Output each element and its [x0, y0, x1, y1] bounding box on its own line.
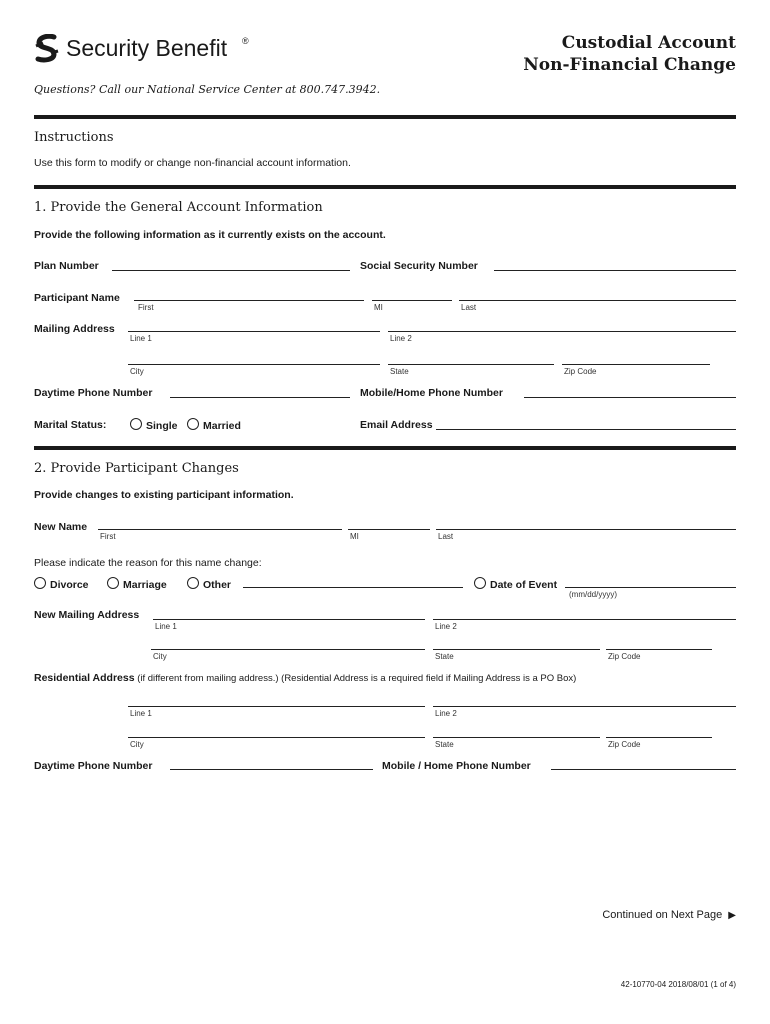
line2-caption: Line 2 — [390, 334, 412, 343]
state-caption: State — [435, 652, 454, 661]
residential-address-label: Residential Address — [34, 672, 135, 684]
zip-caption: Zip Code — [608, 740, 641, 749]
residential-line2-field[interactable] — [433, 706, 736, 707]
new-daytime-phone-field[interactable] — [170, 769, 373, 770]
section1-title: 1. Provide the General Account Information — [34, 200, 323, 215]
radio-circle-icon[interactable] — [107, 577, 119, 589]
radio-circle-icon[interactable] — [187, 418, 199, 430]
new-daytime-phone-label: Daytime Phone Number — [34, 760, 153, 772]
new-first-field[interactable] — [98, 529, 342, 530]
state-caption: State — [435, 740, 454, 749]
divorce-label: Divorce — [50, 579, 89, 591]
ssn-label: Social Security Number — [360, 260, 478, 272]
radio-circle-icon[interactable] — [34, 577, 46, 589]
residential-line1-field[interactable] — [128, 706, 425, 707]
continued-on-next-page — [602, 909, 736, 921]
marriage-label: Marriage — [123, 579, 167, 591]
radio-married[interactable] — [187, 418, 241, 432]
security-benefit-logo-icon — [34, 34, 60, 64]
first-caption: First — [138, 303, 154, 312]
radio-marriage[interactable] — [107, 577, 167, 591]
radio-single[interactable] — [130, 418, 178, 432]
new-mobile-phone-field[interactable] — [551, 769, 736, 770]
line2-caption: Line 2 — [435, 709, 457, 718]
new-mailing-line1-field[interactable] — [153, 619, 425, 620]
instructions-text: Use this form to modify or change non-financial account information. — [34, 157, 351, 169]
ssn-field[interactable] — [494, 270, 736, 271]
form-title-line2: Non-Financial Change — [523, 55, 736, 75]
plan-number-field[interactable] — [112, 270, 350, 271]
mailing-line2-field[interactable] — [388, 331, 736, 332]
mi-caption: MI — [374, 303, 383, 312]
registered-mark: ® — [242, 36, 249, 46]
new-mailing-address-label: New Mailing Address — [34, 609, 140, 621]
mailing-state-field[interactable] — [388, 364, 554, 365]
first-caption: First — [100, 532, 116, 541]
mailing-city-field[interactable] — [128, 364, 380, 365]
residential-address-row — [34, 672, 576, 684]
continued-text: Continued on Next Page — [602, 909, 723, 921]
single-label: Single — [146, 420, 178, 432]
line1-caption: Line 1 — [130, 334, 152, 343]
last-caption: Last — [438, 532, 454, 541]
mi-caption: MI — [350, 532, 359, 541]
plan-number-label: Plan Number — [34, 260, 99, 272]
mailing-zip-field[interactable] — [562, 364, 710, 365]
residential-zip-field[interactable] — [606, 737, 712, 738]
instructions-title: Instructions — [34, 130, 114, 145]
date-of-event-field[interactable] — [565, 587, 736, 588]
form-id: 42-10770-04 2018/08/01 (1 of 4) — [620, 980, 736, 989]
mailing-address-label: Mailing Address — [34, 323, 115, 335]
divider — [34, 446, 736, 450]
daytime-phone-field[interactable] — [170, 397, 350, 398]
date-of-event-label: Date of Event — [490, 579, 558, 591]
radio-circle-icon[interactable] — [474, 577, 486, 589]
questions-text: Questions? Call our National Service Center at 800.747.3942. — [34, 83, 381, 96]
logo-text: Security Benefit — [66, 35, 228, 61]
new-name-label: New Name — [34, 521, 88, 533]
participant-mi-field[interactable] — [372, 300, 452, 301]
radio-date-of-event[interactable] — [474, 577, 557, 591]
play-arrow-icon: ▶ — [728, 910, 736, 921]
other-reason-field[interactable] — [243, 587, 463, 588]
reason-prompt: Please indicate the reason for this name change: — [34, 557, 262, 569]
city-caption: City — [130, 367, 144, 376]
participant-first-field[interactable] — [134, 300, 364, 301]
other-label: Other — [203, 579, 232, 591]
radio-circle-icon[interactable] — [187, 577, 199, 589]
married-label: Married — [203, 420, 241, 432]
state-caption: State — [390, 367, 409, 376]
line2-caption: Line 2 — [435, 622, 457, 631]
line1-caption: Line 1 — [155, 622, 177, 631]
section1-subtitle: Provide the following information as it currently exists on the account. — [34, 229, 386, 241]
residential-state-field[interactable] — [433, 737, 600, 738]
mobile-phone-field[interactable] — [524, 397, 736, 398]
form-title — [523, 32, 736, 76]
last-caption: Last — [461, 303, 477, 312]
residential-city-field[interactable] — [128, 737, 425, 738]
divider — [34, 115, 736, 119]
daytime-phone-label: Daytime Phone Number — [34, 387, 153, 399]
residential-note: (if different from mailing address.) (Residential Address is a required field if Mailing Address is a PO Box) — [134, 673, 577, 684]
participant-name-label: Participant Name — [34, 292, 120, 304]
line1-caption: Line 1 — [130, 709, 152, 718]
new-last-field[interactable] — [436, 529, 736, 530]
new-mailing-city-field[interactable] — [151, 649, 425, 650]
radio-divorce[interactable] — [34, 577, 89, 591]
mobile-phone-label: Mobile/Home Phone Number — [360, 387, 503, 399]
new-mi-field[interactable] — [348, 529, 430, 530]
email-field[interactable] — [436, 429, 736, 430]
city-caption: City — [130, 740, 144, 749]
date-format-caption: (mm/dd/yyyy) — [569, 590, 617, 599]
new-mobile-phone-label: Mobile / Home Phone Number — [382, 760, 531, 772]
divider — [34, 185, 736, 189]
form-title-line1: Custodial Account — [561, 33, 736, 53]
email-label: Email Address — [360, 419, 433, 431]
radio-circle-icon[interactable] — [130, 418, 142, 430]
marital-status-label: Marital Status: — [34, 419, 107, 431]
zip-caption: Zip Code — [608, 652, 641, 661]
new-mailing-state-field[interactable] — [433, 649, 600, 650]
radio-other[interactable] — [187, 577, 231, 591]
city-caption: City — [153, 652, 167, 661]
section2-subtitle: Provide changes to existing participant information. — [34, 489, 294, 501]
new-mailing-zip-field[interactable] — [606, 649, 712, 650]
section2-title: 2. Provide Participant Changes — [34, 461, 239, 476]
mailing-line1-field[interactable] — [128, 331, 380, 332]
zip-caption: Zip Code — [564, 367, 597, 376]
new-mailing-line2-field[interactable] — [433, 619, 736, 620]
participant-last-field[interactable] — [459, 300, 736, 301]
